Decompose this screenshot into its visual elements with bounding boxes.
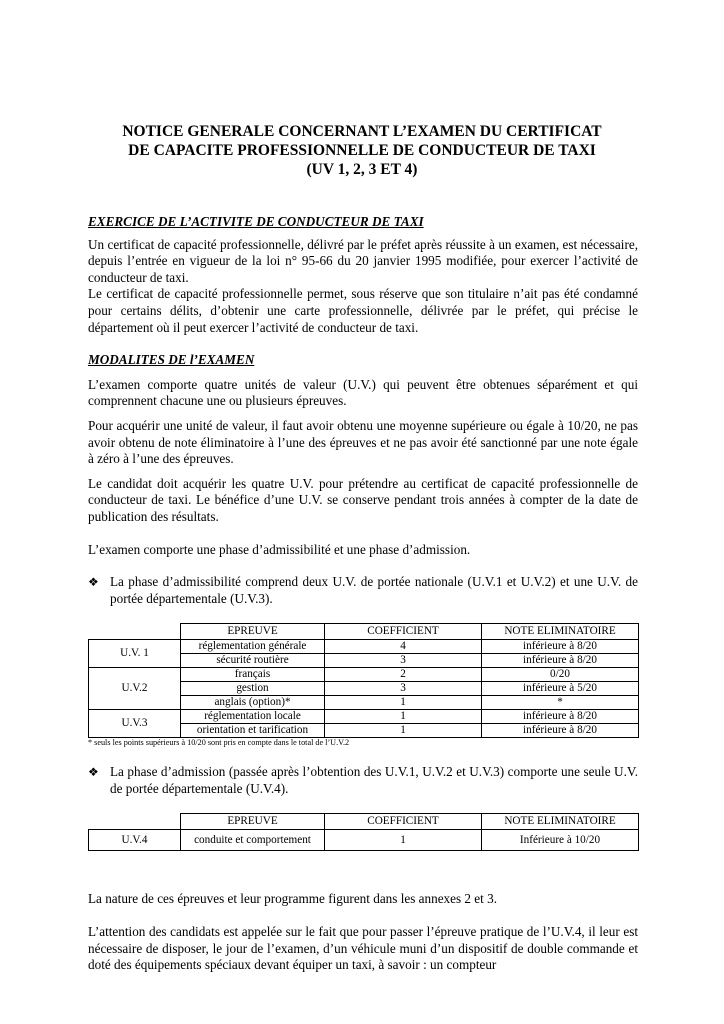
epreuves-table-admissibilite [88, 623, 639, 738]
coefficient-cell: 3 [325, 654, 482, 668]
table-header-note: NOTE ELIMINATOIRE [482, 814, 639, 830]
table-row [89, 710, 639, 724]
table-header-row [89, 814, 639, 830]
table-header-coefficient: COEFFICIENT [325, 814, 482, 830]
note-cell: inférieure à 5/20 [482, 682, 639, 696]
paragraph-annexes: La nature de ces épreuves et leur programme figurent dans les annexes 2 et 3. [88, 891, 498, 907]
note-cell: Inférieure à 10/20 [482, 830, 639, 851]
table-row [89, 640, 639, 654]
epreuve-cell: réglementation générale [181, 640, 325, 654]
uv-cell: U.V.2 [89, 668, 181, 710]
paragraph-exercice-1: Un certificat de capacité professionnelle, délivré par le préfet après réussite à un examen, est nécessaire, depuis l’entrée en vigueur de la loi n° 95-66 du 20 janvier 1995 modifiée, pour exercer l’activité de conducteur de taxi. [88, 236, 638, 285]
uv-cell: U.V.3 [89, 710, 181, 738]
paragraph-modalites-1: L’examen comporte quatre unités de valeur (U.V.) qui peuvent être obtenues séparément et qui comprennent chacune une ou plusieurs épreuves. [88, 376, 638, 409]
epreuve-cell: orientation et tarification [181, 724, 325, 738]
epreuves-table-admission [88, 813, 639, 851]
note-cell: inférieure à 8/20 [482, 654, 639, 668]
coefficient-cell: 1 [325, 696, 482, 710]
diamond-bullet-icon: ❖ [88, 575, 99, 590]
coefficient-cell: 4 [325, 640, 482, 654]
bullet-admissibilite-text: La phase d’admissibilité comprend deux U.V. de portée nationale (U.V.1 et U.V.2) et une U.V. de portée départementale (U.V.3). [110, 574, 638, 606]
diamond-bullet-icon: ❖ [88, 765, 99, 780]
bullet-admissibilite [88, 574, 638, 607]
coefficient-cell: 1 [325, 830, 482, 851]
table-footnote: * seuls les points supérieurs à 10/20 sont pris en compte dans le total de l’U.V.2 [88, 738, 350, 748]
table-header-epreuve: EPREUVE [181, 814, 325, 830]
epreuve-cell: réglementation locale [181, 710, 325, 724]
section-heading-exercice: EXERCICE DE L’ACTIVITE DE CONDUCTEUR DE TAXI [88, 214, 424, 229]
note-cell: * [482, 696, 639, 710]
table-header-note: NOTE ELIMINATOIRE [482, 624, 639, 640]
note-cell: inférieure à 8/20 [482, 710, 639, 724]
bullet-admission-text: La phase d’admission (passée après l’obtention des U.V.1, U.V.2 et U.V.3) comporte une seule U.V. de portée départementale (U.V.4). [110, 764, 638, 796]
epreuve-cell: sécurité routière [181, 654, 325, 668]
epreuve-cell: français [181, 668, 325, 682]
paragraph-modalites-3: Le candidat doit acquérir les quatre U.V. pour prétendre au certificat de capacité professionnelle de conducteur de taxi. Le bénéfice d’une U.V. se conserve pendant trois années à compter de la date de publication des résultats. [88, 475, 638, 524]
section-heading-modalites: MODALITES DE l’EXAMEN [88, 352, 255, 368]
title-line-1: NOTICE GENERALE CONCERNANT L’EXAMEN DU CERTIFICAT [122, 123, 602, 140]
table-header-row [89, 624, 639, 640]
document-body [88, 214, 638, 974]
coefficient-cell: 1 [325, 724, 482, 738]
uv-cell: U.V.4 [89, 830, 181, 851]
paragraph-modalites-2: Pour acquérir une unité de valeur, il faut avoir obtenu une moyenne supérieure ou égale à 10/20, ne pas avoir obtenu de note éliminatoire à l’une des épreuves et ne pas avoir été sanctionné par une note égale à zéro à l’une des épreuves. [88, 417, 638, 467]
uv-cell: U.V. 1 [89, 640, 181, 668]
paragraph-attention: L’attention des candidats est appelée sur le fait que pour passer l’épreuve pratique de l’U.V.4, il leur est nécessaire de disposer, le jour de l’examen, d’un véhicule muni d’un dispositif de double commande et doté des équipements spéciaux devant équiper un taxi, à savoir : un compteur [88, 924, 638, 973]
coefficient-cell: 1 [325, 710, 482, 724]
bullet-admission [88, 764, 638, 797]
document-title [60, 122, 664, 179]
note-cell: inférieure à 8/20 [482, 640, 639, 654]
title-line-2: DE CAPACITE PROFESSIONNELLE DE CONDUCTEUR DE TAXI [128, 142, 596, 159]
paragraph-modalites-4: L’examen comporte une phase d’admissibilité et une phase d’admission. [88, 541, 471, 557]
paragraph-exercice-2: Le certificat de capacité professionnelle permet, sous réserve que son titulaire n’ait pas été condamné pour certains délits, d’obtenir une carte professionnelle, délivrée par le préfet, qui précise le département où il peut exercer l’activité de conducteur de taxi. [88, 286, 638, 335]
table-header-coefficient: COEFFICIENT [325, 624, 482, 640]
table-header-blank [89, 624, 181, 640]
epreuve-cell: conduite et comportement [181, 830, 325, 851]
note-cell: inférieure à 8/20 [482, 724, 639, 738]
title-line-3: (UV 1, 2, 3 ET 4) [306, 161, 418, 178]
coefficient-cell: 3 [325, 682, 482, 696]
table-header-blank [89, 814, 181, 830]
note-cell: 0/20 [482, 668, 639, 682]
table-row [89, 668, 639, 682]
table-header-epreuve: EPREUVE [181, 624, 325, 640]
coefficient-cell: 2 [325, 668, 482, 682]
epreuve-cell: anglais (option)* [181, 696, 325, 710]
epreuve-cell: gestion [181, 682, 325, 696]
table-row [89, 830, 639, 851]
